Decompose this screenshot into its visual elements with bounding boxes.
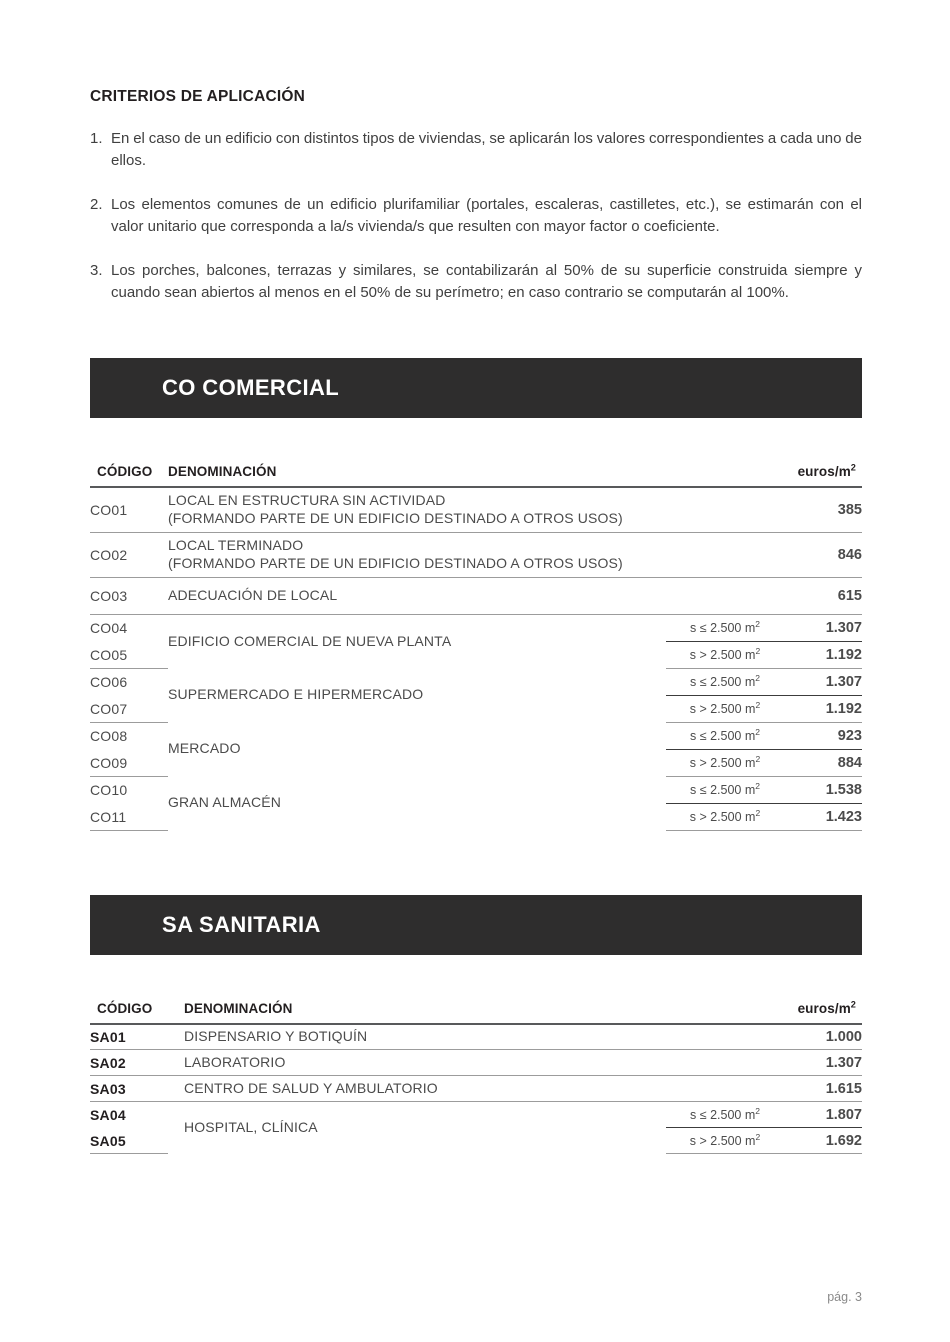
page-content (90, 0, 862, 1154)
section-banner-title: CO COMERCIAL (162, 375, 340, 401)
criteria-list (90, 128, 862, 304)
price-table-comercial (90, 464, 862, 831)
column-header-codigo: CÓDIGO (97, 1000, 153, 1016)
page-number-label: pág. 3 (827, 1290, 862, 1304)
cell-denominacion: SUPERMERCADO E HIPERMERCADO (168, 686, 424, 703)
cell-codigo: CO03 (90, 577, 168, 614)
cell-superficie (666, 1050, 784, 1076)
cell-precio: 1.615 (784, 1076, 862, 1102)
cell-superficie (666, 776, 784, 803)
cell-codigo: CO09 (90, 749, 168, 776)
surface-text: s > 2.500 m (689, 755, 756, 770)
cell-codigo: CO10 (90, 782, 128, 799)
table-row (90, 1024, 862, 1050)
price-table-sanitaria (90, 1001, 862, 1155)
cell-denominacion: MERCADO (168, 740, 241, 757)
surface-superscript: 2 (755, 726, 760, 737)
cell-superficie (666, 577, 784, 614)
surface-superscript: 2 (755, 780, 760, 791)
column-header-superficie (666, 1001, 784, 1024)
table-row (90, 668, 862, 695)
cell-precio: 846 (784, 532, 862, 577)
list-item-text: En el caso de un edificio con distintos tipos de viviendas, se aplicarán los valores correspondientes a cada uno de ellos. (111, 130, 862, 170)
surface-superscript: 2 (755, 699, 761, 710)
cell-precio: 1.307 (784, 668, 862, 695)
list-item-text: Los porches, balcones, terrazas y similares, se contabilizarán al 50% de su superficie construida siempre y cuando sean abiertos al menos en el 50% de su perímetro; en caso contrario se computarán al 100%. (111, 262, 862, 302)
table-body (90, 1024, 862, 1154)
cell-denominacion: ADECUACIÓN DE LOCAL (168, 577, 666, 614)
price-header-superscript: 2 (850, 999, 856, 1010)
surface-superscript: 2 (755, 807, 761, 818)
cell-codigo: SA01 (90, 1024, 168, 1050)
cell-denominacion (168, 532, 666, 577)
denomination-line: (FORMANDO PARTE DE UN EDIFICIO DESTINADO A OTROS USOS) (168, 554, 623, 571)
cell-precio: 615 (784, 577, 862, 614)
price-header-text: euros/m (797, 1000, 851, 1016)
surface-text: s ≤ 2.500 m (690, 674, 756, 689)
cell-codigo: CO11 (90, 803, 168, 830)
column-header-denominacion: DENOMINACIÓN (168, 464, 277, 480)
cell-superficie (666, 487, 784, 532)
column-header-codigo: CÓDIGO (97, 464, 153, 480)
cell-denominacion: LABORATORIO (168, 1050, 666, 1076)
cell-precio: 385 (784, 487, 862, 532)
cell-superficie (666, 614, 784, 641)
cell-superficie (666, 668, 784, 695)
table-row (90, 1050, 862, 1076)
surface-text: s ≤ 2.500 m (690, 728, 756, 743)
table-row (90, 577, 862, 614)
cell-denominacion (168, 487, 666, 532)
table-row (90, 1102, 862, 1128)
surface-superscript: 2 (755, 672, 760, 683)
surface-text: s ≤ 2.500 m (690, 782, 756, 797)
surface-superscript: 2 (755, 618, 760, 629)
denomination-line: LOCAL EN ESTRUCTURA SIN ACTIVIDAD (168, 492, 446, 509)
surface-superscript: 2 (755, 753, 761, 764)
surface-superscript: 2 (755, 1131, 761, 1142)
column-header-superficie (666, 464, 784, 487)
column-header-precio (784, 1001, 862, 1024)
table-row (90, 722, 862, 749)
table-body (90, 487, 862, 830)
cell-denominacion: EDIFICIO COMERCIAL DE NUEVA PLANTA (168, 632, 452, 649)
table-row (90, 532, 862, 577)
cell-codigo: CO07 (90, 695, 168, 722)
list-item-number: 3. (90, 262, 103, 280)
cell-superficie (666, 1024, 784, 1050)
cell-precio: 1.307 (784, 1050, 862, 1076)
page-footer (0, 1290, 950, 1304)
cell-codigo: SA03 (90, 1076, 168, 1102)
cell-codigo: CO04 (90, 620, 128, 637)
surface-text: s > 2.500 m (689, 701, 756, 716)
table-header (90, 1001, 862, 1024)
column-header-precio (784, 464, 862, 487)
cell-codigo: SA04 (90, 1107, 126, 1124)
table-row (90, 614, 862, 641)
cell-superficie (666, 1128, 784, 1154)
list-item-text: Los elementos comunes de un edificio plurifamiliar (portales, escaleras, castilletes, etc.), se estimarán con el valor unitario que corresponda a la/s vivienda/s que resulten con mayor factor o coeficiente. (111, 196, 862, 236)
denomination-line: (FORMANDO PARTE DE UN EDIFICIO DESTINADO A OTROS USOS) (168, 510, 623, 527)
price-header-text: euros/m (797, 464, 851, 480)
surface-text: s ≤ 2.500 m (690, 620, 756, 635)
cell-superficie (666, 803, 784, 830)
criteria-list-item (90, 260, 862, 304)
cell-precio: 1.423 (784, 803, 862, 830)
cell-superficie (666, 1102, 784, 1128)
cell-codigo: CO05 (90, 641, 168, 668)
criteria-list-item (90, 128, 862, 172)
cell-codigo: CO06 (90, 674, 128, 691)
cell-superficie (666, 532, 784, 577)
table-row (90, 487, 862, 532)
table-row (90, 776, 862, 803)
cell-superficie (666, 1076, 784, 1102)
cell-denominacion: GRAN ALMACÉN (168, 794, 282, 811)
cell-codigo: SA05 (90, 1128, 168, 1154)
cell-codigo: CO02 (90, 532, 168, 577)
criteria-list-item (90, 194, 862, 238)
cell-denominacion: HOSPITAL, CLÍNICA (184, 1119, 318, 1136)
section-banner-title: SA SANITARIA (162, 911, 321, 937)
surface-text: s > 2.500 m (689, 647, 756, 662)
cell-precio: 1.692 (784, 1128, 862, 1154)
cell-denominacion: CENTRO DE SALUD Y AMBULATORIO (168, 1076, 666, 1102)
denomination-line: LOCAL TERMINADO (168, 536, 304, 553)
surface-text: s > 2.500 m (689, 1133, 756, 1148)
cell-precio: 1.307 (784, 614, 862, 641)
cell-codigo: CO08 (90, 728, 128, 745)
table-row (90, 1076, 862, 1102)
price-header-superscript: 2 (850, 462, 856, 473)
section-banner-comercial (90, 358, 862, 418)
section-banner-sanitaria (90, 895, 862, 955)
surface-text: s ≤ 2.500 m (690, 1107, 756, 1122)
cell-precio: 884 (784, 749, 862, 776)
cell-codigo: SA02 (90, 1050, 168, 1076)
table-header (90, 464, 862, 487)
cell-superficie (666, 722, 784, 749)
list-item-number: 1. (90, 130, 103, 147)
cell-precio: 1.000 (784, 1024, 862, 1050)
column-header-denominacion: DENOMINACIÓN (184, 1000, 293, 1016)
cell-precio: 1.538 (784, 776, 862, 803)
cell-denominacion: DISPENSARIO Y BOTIQUÍN (168, 1024, 666, 1050)
cell-superficie (666, 749, 784, 776)
cell-superficie (666, 641, 784, 668)
surface-superscript: 2 (755, 645, 761, 656)
cell-codigo: CO01 (90, 487, 168, 532)
criteria-heading: CRITERIOS DE APLICACIÓN (90, 88, 306, 105)
surface-text: s > 2.500 m (689, 809, 756, 824)
cell-precio: 1.807 (784, 1102, 862, 1128)
cell-precio: 1.192 (784, 641, 862, 668)
list-item-number: 2. (90, 196, 103, 214)
cell-precio: 1.192 (784, 695, 862, 722)
cell-precio: 923 (784, 722, 862, 749)
cell-superficie (666, 695, 784, 722)
surface-superscript: 2 (755, 1105, 760, 1116)
